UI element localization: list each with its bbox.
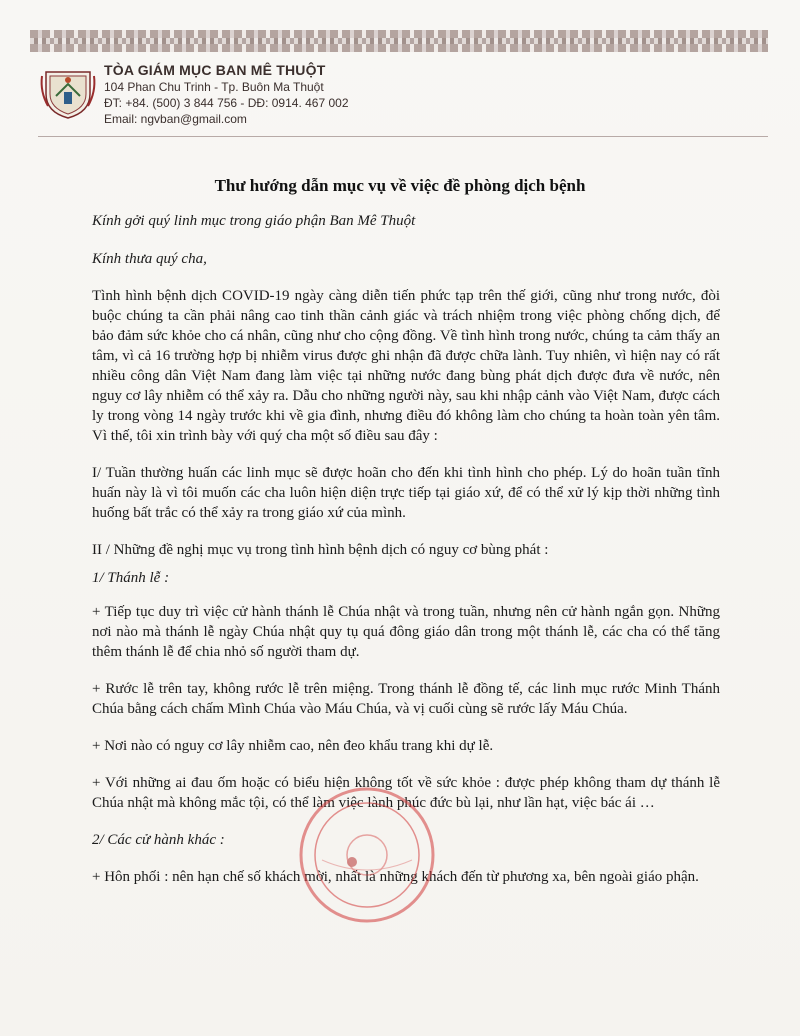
official-stamp-icon [292, 780, 442, 930]
sub-1-item: + Tiếp tục duy trì việc cử hành thánh lễ Chúa nhật và trong tuần, nhưng nên cử hành ngắn gọn. Những nơi nào mà thánh lễ ngày Chúa nhật quy tụ quá đông giáo dân trong một thánh lễ, các cha có thể tăng thêm thánh lễ để chia nhỏ số người tham dự. [92, 604, 720, 660]
document-title: Thư hướng dẫn mục vụ về việc đề phòng dịch bệnh [214, 176, 586, 195]
coat-of-arms-icon [38, 66, 98, 122]
section-2-heading: II / Những đề nghị mục vụ trong tình hình bệnh dịch có nguy cơ bùng phát : [92, 542, 549, 558]
salutation: Kính gởi quý linh mục trong giáo phận Ban Mê Thuột [92, 213, 416, 229]
organization-name: TÒA GIÁM MỤC BAN MÊ THUỘT [104, 62, 326, 78]
sub-2-item: + Hôn phối : nên hạn chế số khách mời, nhất là những khách đến từ phương xa, bên ngoài giáo phận. [92, 869, 699, 885]
greeting: Kính thưa quý cha, [92, 251, 207, 267]
section-1: I/ Tuần thường huấn các linh mục sẽ được hoãn cho đến khi tình hình cho phép. Lý do hoãn tuần tĩnh huấn này là vì tôi muốn các cha luôn hiện diện trực tiếp tại giáo xứ, để có thể xử lý kịp thời những tình huống bất trắc có thể xảy ra trong giáo xứ của mình. [92, 465, 720, 521]
decorative-border [30, 30, 768, 52]
header-divider [38, 136, 768, 137]
sub-1-heading: 1/ Thánh lễ : [92, 570, 170, 586]
organization-address: 104 Phan Chu Trinh - Tp. Buôn Ma Thuột [104, 80, 324, 94]
sub-1-item: + Rước lễ trên tay, không rước lễ trên miệng. Trong thánh lễ đồng tế, các linh mục rước Minh Thánh Chúa bằng cách chấm Mình Chúa vào Máu Chúa, và vị cuối cùng sẽ rước lấy Máu Chúa. [92, 681, 720, 717]
letterhead [104, 62, 544, 127]
organization-email: Email: ngvban@gmail.com [104, 112, 247, 126]
sub-2-heading: 2/ Các cử hành khác : [92, 832, 225, 848]
organization-phone: ĐT: +84. (500) 3 844 756 - DĐ: 0914. 467 002 [104, 96, 349, 110]
sub-1-item: + Với những ai đau ốm hoặc có biểu hiện không tốt về sức khỏe : được phép không tham dự thánh lễ Chúa nhật mà không mắc tội, có thể làm việc lành phúc đức bù lại, như lần hạt, việc bác ái … [92, 775, 720, 811]
sub-1-item: + Nơi nào có nguy cơ lây nhiễm cao, nên đeo khẩu trang khi dự lễ. [92, 738, 494, 754]
intro-paragraph: Tình hình bệnh dịch COVID-19 ngày càng diễn tiến phức tạp trên thế giới, cũng như trong nước, đòi buộc chúng ta cần phải nâng cao tinh thần cảnh giác và trách nhiệm trong việc phòng chống dịch, để bảo đảm sức khỏe cho cá nhân, cũng như cho cộng đồng. Về tình hình trong nước, chúng ta cảm thấy an tâm, vì cả 16 trường hợp bị nhiễm virus được ghi nhận đã được chữa lành. Tuy nhiên, vì hiện nay có rất nhiều công dân Việt Nam đang làm việc tại những nước đang bùng phát dịch được đưa về nước, nên nguy cơ lây nhiễm có thể xảy ra. Dẫu cho những người này, sau khi nhập cảnh vào Việt Nam, được cách ly trong vòng 14 ngày trước khi về gia đình, nhưng điều đó không làm cho chúng ta hoàn toàn yên tâm. Vì thế, tôi xin trình bày với quý cha một số điều sau đây : [92, 288, 720, 444]
